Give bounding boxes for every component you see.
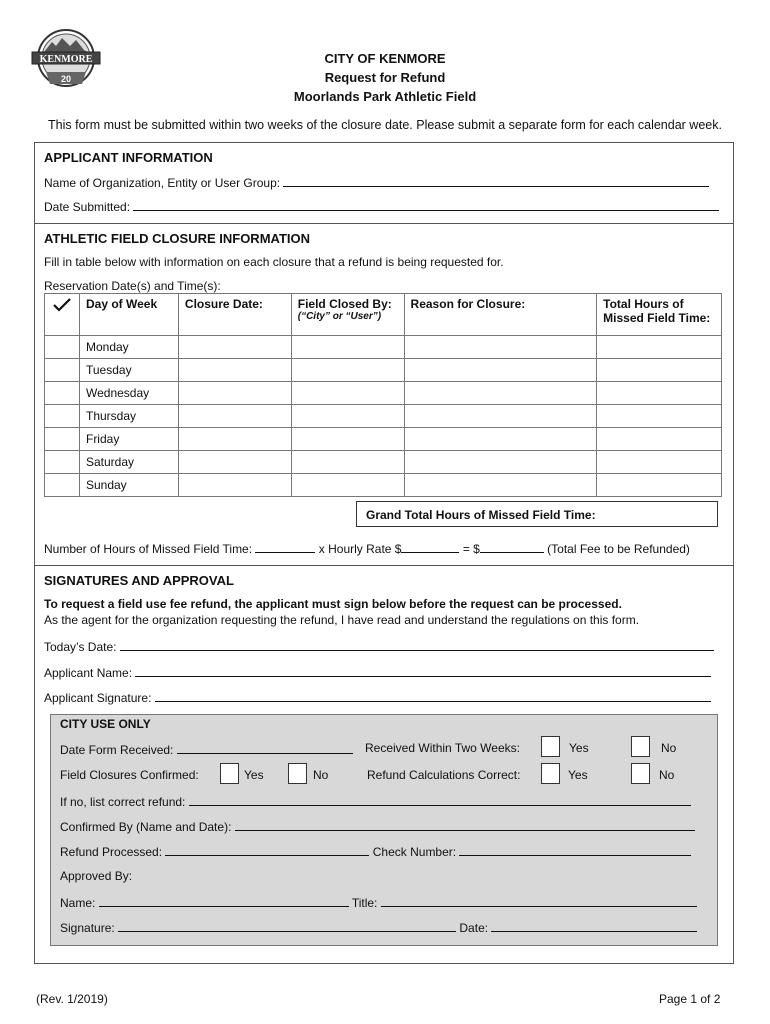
hours-cell[interactable] [597, 405, 722, 428]
fee-label: (Total Fee to be Refunded) [547, 542, 690, 556]
approver-date-field[interactable] [491, 919, 697, 932]
approver-signature-row [60, 919, 697, 935]
approver-name-label: Name: [60, 896, 96, 910]
grand-total-box[interactable] [356, 501, 718, 527]
day-cell: Sunday [79, 474, 178, 497]
correct-refund-field[interactable] [189, 793, 691, 806]
refund-calc-yes-label: Yes [568, 768, 588, 782]
logo-years: 20 [60, 74, 72, 84]
applicant-name-label: Applicant Name: [44, 666, 133, 680]
approver-row [60, 894, 697, 910]
document-header [0, 49, 770, 106]
confirmed-by-label: Confirmed By (Name and Date): [60, 820, 232, 834]
closed-by-cell[interactable] [291, 405, 404, 428]
day-cell: Friday [79, 428, 178, 451]
hours-cell[interactable] [597, 382, 722, 405]
hours-label: Number of Hours of Missed Field Time: [44, 542, 253, 556]
closed-by-cell[interactable] [291, 359, 404, 382]
table-row [45, 382, 722, 405]
hours-field[interactable] [255, 540, 315, 553]
org-name-field[interactable] [283, 174, 709, 187]
date-received-label: Date Form Received: [60, 743, 174, 757]
date-submitted-field[interactable] [133, 198, 719, 211]
refund-calc-yes-checkbox[interactable] [541, 763, 560, 784]
closure-date-cell[interactable] [178, 405, 291, 428]
within-two-weeks-no-checkbox[interactable] [631, 736, 650, 757]
todays-date-label: Today’s Date: [44, 640, 117, 654]
closed-by-cell[interactable] [291, 382, 404, 405]
closures-confirmed-yes-label: Yes [244, 768, 264, 782]
col-reason: Reason for Closure: [404, 294, 597, 336]
closures-confirmed-no-checkbox[interactable] [288, 763, 307, 784]
table-row [45, 405, 722, 428]
within-two-weeks-yes-checkbox[interactable] [541, 736, 560, 757]
day-cell: Tuesday [79, 359, 178, 382]
col-total-hours: Total Hours of Missed Field Time: [597, 294, 722, 336]
refund-processed-field[interactable] [165, 843, 369, 856]
reason-cell[interactable] [404, 359, 597, 382]
closure-date-cell[interactable] [178, 474, 291, 497]
col-closure-date: Closure Date: [178, 294, 291, 336]
check-cell[interactable] [45, 405, 80, 428]
closure-date-cell[interactable] [178, 359, 291, 382]
date-received-row [60, 741, 353, 757]
day-cell: Saturday [79, 451, 178, 474]
revision-label: (Rev. 1/2019) [36, 992, 108, 1006]
signature-bold-note: To request a field use fee refund, the applicant must sign below before the request can be processed. [44, 597, 622, 611]
table-row [45, 451, 722, 474]
hours-cell[interactable] [597, 474, 722, 497]
confirmed-by-field[interactable] [235, 818, 695, 831]
refund-processed-row [60, 843, 691, 859]
check-number-field[interactable] [459, 843, 691, 856]
applicant-signature-label: Applicant Signature: [44, 691, 152, 705]
closed-by-cell[interactable] [291, 336, 404, 359]
todays-date-row [44, 638, 714, 654]
applicant-section-title: APPLICANT INFORMATION [44, 150, 213, 165]
correct-refund-label: If no, list correct refund: [60, 795, 186, 809]
within-two-weeks-label: Received Within Two Weeks: [365, 741, 520, 755]
check-cell[interactable] [45, 382, 80, 405]
closure-date-cell[interactable] [178, 428, 291, 451]
hours-cell[interactable] [597, 336, 722, 359]
table-row [45, 428, 722, 451]
reason-cell[interactable] [404, 405, 597, 428]
date-submitted-label: Date Submitted: [44, 200, 131, 214]
closure-date-cell[interactable] [178, 336, 291, 359]
todays-date-field[interactable] [120, 638, 714, 651]
reason-cell[interactable] [404, 428, 597, 451]
closed-by-cell[interactable] [291, 428, 404, 451]
approver-date-label: Date: [459, 921, 489, 935]
closure-table [44, 293, 722, 497]
approver-name-field[interactable] [99, 894, 349, 907]
approver-signature-label: Signature: [60, 921, 115, 935]
table-row [45, 474, 722, 497]
col-field-closed-by-label: Field Closed By: [297, 297, 392, 311]
signatures-section-title: SIGNATURES AND APPROVAL [44, 573, 234, 588]
correct-refund-row [60, 793, 691, 809]
day-cell: Wednesday [79, 382, 178, 405]
closures-confirmed-no-label: No [313, 768, 329, 782]
refund-calc-label: Refund Calculations Correct: [367, 768, 521, 782]
table-header-row [45, 294, 722, 336]
col-field-closed-by [291, 294, 404, 336]
total-fee-field[interactable] [480, 540, 544, 553]
closure-date-cell[interactable] [178, 382, 291, 405]
divider-2 [34, 565, 733, 566]
hours-cell[interactable] [597, 451, 722, 474]
intro-text: This form must be submitted within two weeks of the closure date. Please submit a separate form for each calendar week. [48, 118, 722, 132]
equals-label: = $ [462, 542, 480, 556]
check-column-header [45, 294, 80, 336]
applicant-signature-row [44, 689, 711, 705]
refund-calc-no-checkbox[interactable] [631, 763, 650, 784]
approver-title-field[interactable] [381, 894, 697, 907]
signature-agent-note: As the agent for the organization requesting the refund, I have read and understand the regulations on this form. [44, 613, 640, 627]
within-two-weeks-yes-label: Yes [569, 741, 589, 755]
check-cell[interactable] [45, 359, 80, 382]
rate-field[interactable] [401, 540, 459, 553]
header-subtitle: Moorlands Park Athletic Field [293, 89, 477, 104]
check-number-label: Check Number: [372, 845, 457, 859]
col-day: Day of Week [79, 294, 178, 336]
check-cell[interactable] [45, 451, 80, 474]
approver-title-label: Title: [351, 896, 378, 910]
reason-cell[interactable] [404, 336, 597, 359]
refund-calc-no-label: No [659, 768, 675, 782]
within-two-weeks-no-label: No [661, 741, 677, 755]
city-use-title: CITY USE ONLY [60, 717, 151, 731]
day-cell: Monday [79, 336, 178, 359]
closure-section-title: ATHLETIC FIELD CLOSURE INFORMATION [44, 231, 310, 246]
header-city: CITY OF KENMORE [324, 51, 446, 66]
check-cell[interactable] [45, 428, 80, 451]
closure-date-cell[interactable] [178, 451, 291, 474]
rate-label: x Hourly Rate $ [318, 542, 402, 556]
applicant-name-field[interactable] [135, 664, 711, 677]
fee-calculation-row [44, 540, 690, 556]
approver-signature-field[interactable] [118, 919, 456, 932]
closed-by-cell[interactable] [291, 451, 404, 474]
applicant-signature-field[interactable] [155, 689, 711, 702]
col-field-closed-by-sub: (“City” or “User”) [297, 311, 382, 322]
reason-cell[interactable] [404, 382, 597, 405]
divider-1 [34, 223, 733, 224]
header-title: Request for Refund [324, 70, 446, 85]
page-number: Page 1 of 2 [659, 992, 721, 1006]
day-cell: Thursday [79, 405, 178, 428]
org-name-row [44, 174, 709, 190]
date-submitted-row [44, 198, 719, 214]
confirmed-by-row [60, 818, 695, 834]
logo-text: KENMORE [39, 54, 93, 65]
reason-cell[interactable] [404, 474, 597, 497]
checkmark-icon [52, 297, 72, 313]
table-row [45, 359, 722, 382]
closures-confirmed-yes-checkbox[interactable] [220, 763, 239, 784]
reservation-label: Reservation Date(s) and Time(s): [44, 279, 221, 293]
approved-by-label: Approved By: [60, 869, 133, 883]
closures-confirmed-label: Field Closures Confirmed: [60, 768, 199, 782]
closed-by-cell[interactable] [291, 474, 404, 497]
org-name-label: Name of Organization, Entity or User Group: [44, 176, 281, 190]
hours-cell[interactable] [597, 359, 722, 382]
hours-cell[interactable] [597, 428, 722, 451]
date-received-field[interactable] [177, 741, 353, 754]
grand-total-label: Grand Total Hours of Missed Field Time: [366, 508, 596, 522]
applicant-name-row [44, 664, 711, 680]
table-row [45, 336, 722, 359]
check-cell[interactable] [45, 336, 80, 359]
refund-processed-label: Refund Processed: [60, 845, 163, 859]
check-cell[interactable] [45, 474, 80, 497]
closure-instructions: Fill in table below with information on each closure that a refund is being requested for. [44, 255, 504, 269]
reason-cell[interactable] [404, 451, 597, 474]
